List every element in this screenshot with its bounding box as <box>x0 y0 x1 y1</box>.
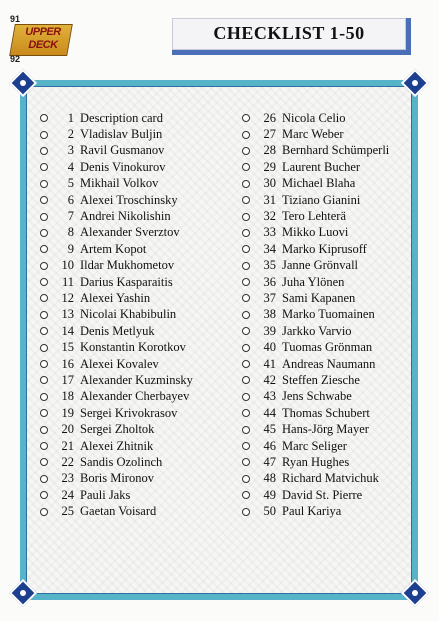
card-number: 39 <box>263 323 276 338</box>
checkbox-circle-icon <box>40 245 48 253</box>
checkbox-circle-icon <box>242 196 250 204</box>
player-name: Laurent Bucher <box>282 159 361 174</box>
checkbox-circle-icon <box>40 180 48 188</box>
checkbox-circle-icon <box>40 491 48 499</box>
checkbox-circle-icon <box>40 163 48 171</box>
checklist-item <box>40 143 193 159</box>
player-name: Andrei Nikolishin <box>80 209 171 224</box>
checklist-item <box>242 290 389 306</box>
player-name: Sandis Ozolinch <box>80 454 163 469</box>
player-name: Vladislav Buljin <box>80 127 163 142</box>
checklist-item <box>40 389 193 405</box>
player-name: Nicolai Khabibulin <box>80 307 177 322</box>
checklist-item <box>40 192 193 208</box>
card-number: 19 <box>61 405 74 420</box>
checklist-item <box>242 438 389 454</box>
player-name: Darius Kasparaitis <box>80 274 173 289</box>
card-number: 1 <box>67 110 74 125</box>
checkbox-circle-icon <box>40 393 48 401</box>
player-name: Artem Kopot <box>80 241 147 256</box>
checklist-item <box>242 307 389 323</box>
checkbox-circle-icon <box>40 327 48 335</box>
card-number: 35 <box>263 258 276 273</box>
checklist-item <box>242 339 389 355</box>
card-number: 49 <box>263 487 276 502</box>
checkbox-circle-icon <box>40 196 48 204</box>
checklist-item <box>40 290 193 306</box>
card-number: 37 <box>263 290 276 305</box>
checkbox-circle-icon <box>242 114 250 122</box>
card-number: 10 <box>61 258 74 273</box>
checklist-item <box>40 454 193 470</box>
checklist-item <box>40 176 193 192</box>
card-number: 17 <box>61 372 74 387</box>
player-name: Ildar Mukhometov <box>80 258 175 273</box>
card-number: 29 <box>263 159 276 174</box>
player-name: Nicola Celio <box>282 110 346 125</box>
card-number: 18 <box>61 389 74 404</box>
checkbox-circle-icon <box>242 458 250 466</box>
checklist-item <box>40 159 193 175</box>
card-number: 48 <box>263 471 276 486</box>
card-number: 2 <box>67 127 74 142</box>
card-number: 26 <box>263 110 276 125</box>
player-name: Ravil Gusmanov <box>80 143 165 158</box>
player-name: Marc Seliger <box>282 438 347 453</box>
checkbox-circle-icon <box>242 360 250 368</box>
checklist-item <box>242 159 389 175</box>
checklist-item <box>242 389 389 405</box>
logo-year-bottom: 92 <box>10 54 21 64</box>
card-number: 34 <box>263 241 276 256</box>
card-number: 6 <box>67 192 74 207</box>
checkbox-circle-icon <box>40 213 48 221</box>
checklist-item <box>40 208 193 224</box>
card-number: 25 <box>61 504 74 519</box>
card-number: 42 <box>263 372 276 387</box>
checklist-item <box>242 405 389 421</box>
checkbox-circle-icon <box>242 311 250 319</box>
checkbox-circle-icon <box>242 147 250 155</box>
player-name: Marko Tuomainen <box>282 307 375 322</box>
checklist-item <box>242 274 389 290</box>
checkbox-circle-icon <box>40 376 48 384</box>
card-number: 47 <box>263 454 276 469</box>
checklist-item <box>40 339 193 355</box>
checklist-item <box>40 323 193 339</box>
card-number: 14 <box>61 323 74 338</box>
card-number: 5 <box>67 176 74 191</box>
checklist-item <box>40 421 193 437</box>
checkbox-circle-icon <box>40 475 48 483</box>
card-number: 24 <box>61 487 74 502</box>
card-number: 13 <box>61 307 74 322</box>
checkbox-circle-icon <box>242 163 250 171</box>
checklist-item <box>40 471 193 487</box>
checklist-item <box>242 503 389 519</box>
card-number: 22 <box>61 454 74 469</box>
card-number: 44 <box>263 405 276 420</box>
player-name: Description card <box>80 110 163 125</box>
player-name: Alexei Troschinsky <box>80 192 178 207</box>
checkbox-circle-icon <box>242 213 250 221</box>
checkbox-circle-icon <box>40 426 48 434</box>
checkbox-circle-icon <box>242 245 250 253</box>
player-name: Tero Lehterä <box>282 209 347 224</box>
checklist-item <box>40 503 193 519</box>
checkbox-circle-icon <box>242 475 250 483</box>
player-name: Tiziano Gianini <box>282 192 361 207</box>
card-number: 30 <box>263 176 276 191</box>
player-name: Andreas Naumann <box>282 356 376 371</box>
player-name: Alexander Kuzminsky <box>80 372 193 387</box>
card-number: 32 <box>263 209 276 224</box>
checkbox-circle-icon <box>40 262 48 270</box>
player-name: Janne Grönvall <box>282 258 359 273</box>
checklist-item <box>242 208 389 224</box>
checklist-item <box>242 421 389 437</box>
checkbox-circle-icon <box>242 426 250 434</box>
checkbox-circle-icon <box>40 360 48 368</box>
checkbox-circle-icon <box>242 131 250 139</box>
checkbox-circle-icon <box>242 294 250 302</box>
player-name: Juha Ylönen <box>282 274 345 289</box>
card-number: 38 <box>263 307 276 322</box>
checkbox-circle-icon <box>40 294 48 302</box>
checklist-item <box>242 241 389 257</box>
checkbox-circle-icon <box>40 131 48 139</box>
card-number: 27 <box>263 127 276 142</box>
checklist-item <box>242 110 389 126</box>
player-name: Jarkko Varvio <box>282 323 352 338</box>
checklist-column-left <box>40 110 193 520</box>
player-name: Paul Kariya <box>282 504 342 519</box>
player-name: Marc Weber <box>282 127 344 142</box>
player-name: Richard Matvichuk <box>282 471 379 486</box>
checkbox-circle-icon <box>242 393 250 401</box>
checkbox-circle-icon <box>40 442 48 450</box>
player-name: Denis Vinokurov <box>80 159 166 174</box>
player-name: Tuomas Grönman <box>282 340 373 355</box>
player-name: Thomas Schubert <box>282 405 370 420</box>
player-name: Mikhail Volkov <box>80 176 159 191</box>
checkbox-circle-icon <box>242 376 250 384</box>
checklist-item <box>40 307 193 323</box>
card-number: 50 <box>263 504 276 519</box>
checkbox-circle-icon <box>40 458 48 466</box>
card-number: 23 <box>61 471 74 486</box>
checkbox-circle-icon <box>242 508 250 516</box>
card-number: 21 <box>61 438 74 453</box>
card-number: 33 <box>263 225 276 240</box>
player-name: Ryan Hughes <box>282 454 350 469</box>
card-number: 9 <box>67 241 74 256</box>
checklist-item <box>40 110 193 126</box>
checkbox-circle-icon <box>40 114 48 122</box>
checklist-item <box>40 225 193 241</box>
checkbox-circle-icon <box>40 409 48 417</box>
card-number: 7 <box>67 209 74 224</box>
card-number: 11 <box>61 274 74 289</box>
player-name: Alexander Cherbayev <box>80 389 190 404</box>
player-name: Marko Kiprusoff <box>282 241 367 256</box>
title-banner <box>172 18 411 55</box>
checkbox-circle-icon <box>242 180 250 188</box>
checkbox-circle-icon <box>242 229 250 237</box>
checkbox-circle-icon <box>40 147 48 155</box>
checkbox-circle-icon <box>40 311 48 319</box>
checkbox-circle-icon <box>242 262 250 270</box>
checklist-item <box>40 126 193 142</box>
logo-year-top: 91 <box>10 14 21 24</box>
player-name: Alexander Sverztov <box>80 225 180 240</box>
checklist-item <box>40 258 193 274</box>
checklist-item <box>242 192 389 208</box>
player-name: Sami Kapanen <box>282 290 356 305</box>
player-name: David St. Pierre <box>282 487 363 502</box>
player-name: Jens Schwabe <box>282 389 352 404</box>
checklist-item <box>40 241 193 257</box>
checkbox-circle-icon <box>242 442 250 450</box>
checkbox-circle-icon <box>242 344 250 352</box>
card-number: 12 <box>61 290 74 305</box>
player-name: Alexei Kovalev <box>80 356 159 371</box>
checklist-item <box>40 274 193 290</box>
logo-brand-line1: UPPER <box>25 26 61 38</box>
checkbox-circle-icon <box>242 327 250 335</box>
checklist-item <box>40 438 193 454</box>
player-name: Pauli Jaks <box>80 487 131 502</box>
card-number: 28 <box>263 143 276 158</box>
checkbox-circle-icon <box>40 508 48 516</box>
checkbox-circle-icon <box>242 278 250 286</box>
checkbox-circle-icon <box>40 278 48 286</box>
checkbox-circle-icon <box>40 229 48 237</box>
checklist-item <box>242 454 389 470</box>
player-name: Michael Blaha <box>282 176 356 191</box>
player-name: Denis Metlyuk <box>80 323 155 338</box>
player-name: Alexei Yashin <box>80 290 151 305</box>
checklist-item <box>40 405 193 421</box>
player-name: Gaetan Voisard <box>80 504 157 519</box>
card-number: 41 <box>263 356 276 371</box>
card-number: 16 <box>61 356 74 371</box>
card-number: 36 <box>263 274 276 289</box>
card-number: 40 <box>263 340 276 355</box>
checklist-item <box>40 372 193 388</box>
player-name: Mikko Luovi <box>282 225 349 240</box>
checklist-item <box>242 487 389 503</box>
checklist-item <box>242 258 389 274</box>
checklist-item <box>242 323 389 339</box>
player-name: Hans-Jörg Mayer <box>282 422 369 437</box>
checklist-item <box>242 126 389 142</box>
card-number: 43 <box>263 389 276 404</box>
checklist-item <box>40 487 193 503</box>
player-name: Alexei Zhitnik <box>80 438 154 453</box>
player-name: Boris Mironov <box>80 471 154 486</box>
player-name: Steffen Ziesche <box>282 372 360 387</box>
checklist-item <box>242 356 389 372</box>
card-number: 20 <box>61 422 74 437</box>
checklist-item <box>242 372 389 388</box>
checklist-item <box>40 356 193 372</box>
player-name: Sergei Krivokrasov <box>80 405 178 420</box>
player-name: Konstantin Korotkov <box>80 340 186 355</box>
card-number: 46 <box>263 438 276 453</box>
card-number: 31 <box>263 192 276 207</box>
checklist-column-right <box>242 110 389 520</box>
card-number: 45 <box>263 422 276 437</box>
checklist-item <box>242 143 389 159</box>
checklist-item <box>242 176 389 192</box>
player-name: Bernhard Schümperli <box>282 143 390 158</box>
card-number: 8 <box>67 225 74 240</box>
checkbox-circle-icon <box>40 344 48 352</box>
checkbox-circle-icon <box>242 491 250 499</box>
page-title: CHECKLIST 1-50 <box>213 23 365 43</box>
checklist-item <box>242 471 389 487</box>
player-name: Sergei Zholtok <box>80 422 155 437</box>
card-number: 3 <box>67 143 74 158</box>
card-number: 4 <box>67 159 74 174</box>
checkbox-circle-icon <box>242 409 250 417</box>
upper-deck-logo <box>8 14 74 66</box>
card-number: 15 <box>61 340 74 355</box>
checklist-item <box>242 225 389 241</box>
logo-brand-line2: DECK <box>28 39 58 51</box>
